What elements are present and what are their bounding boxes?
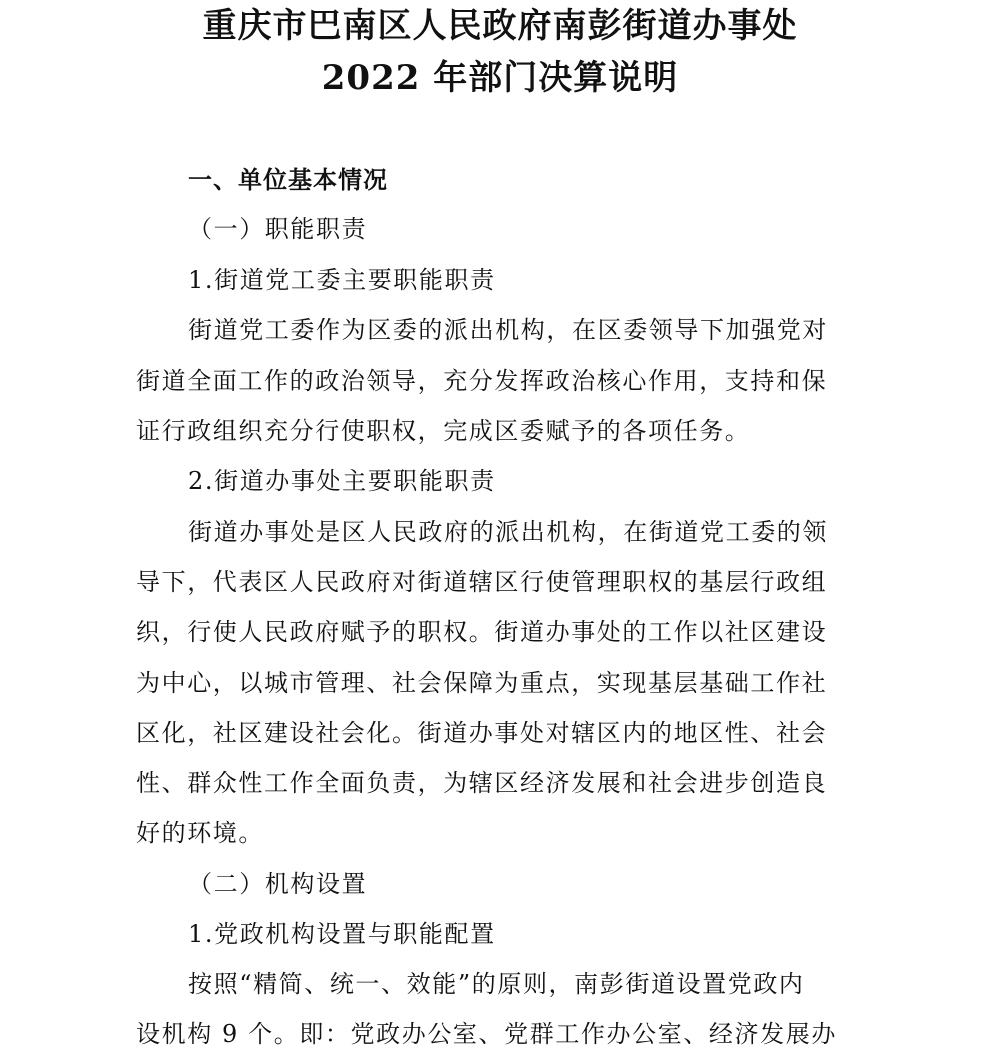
paragraph-line: 好的环境。 xyxy=(136,819,264,847)
section-heading-basic-info: 一、单位基本情况 xyxy=(188,166,388,194)
subsection-heading-functions: （一）职能职责 xyxy=(188,215,368,243)
paragraph-line: 性、群众性工作全面负责，为辖区经济发展和社会进步创造良 xyxy=(136,769,828,797)
document-title-line-1: 重庆市巴南区人民政府南彭街道办事处 xyxy=(202,6,798,46)
paragraph-line: 导下，代表区人民政府对街道辖区行使管理职权的基层行政组 xyxy=(136,568,828,596)
item-heading-party-committee: 1.街道党工委主要职能职责 xyxy=(188,266,496,294)
paragraph-line: 设机构 9 个。即：党政办公室、党群工作办公室、经济发展办 xyxy=(136,1020,837,1048)
paragraph-line: 街道全面工作的政治领导，充分发挥政治核心作用，支持和保 xyxy=(136,367,828,395)
paragraph-line: 为中心，以城市管理、社会保障为重点，实现基层基础工作社 xyxy=(136,669,828,697)
paragraph-line: 织，行使人民政府赋予的职权。街道办事处的工作以社区建设 xyxy=(136,618,828,646)
paragraph-line: 按照“精简、统一、效能”的原则，南彭街道设置党政内 xyxy=(188,970,805,998)
paragraph-line: 区化，社区建设社会化。街道办事处对辖区内的地区性、社会 xyxy=(136,719,828,747)
paragraph-line: 街道办事处是区人民政府的派出机构，在街道党工委的领 xyxy=(188,518,828,546)
document-title-line-2: 2022 年部门决算说明 xyxy=(321,58,679,98)
item-heading-street-office: 2.街道办事处主要职能职责 xyxy=(188,467,496,495)
subsection-heading-organization: （二）机构设置 xyxy=(188,870,368,898)
paragraph-line: 证行政组织充分行使职权，完成区委赋予的各项任务。 xyxy=(136,417,751,445)
item-heading-agency-setup: 1.党政机构设置与职能配置 xyxy=(188,920,496,948)
paragraph-line: 街道党工委作为区委的派出机构，在区委领导下加强党对 xyxy=(188,316,828,344)
